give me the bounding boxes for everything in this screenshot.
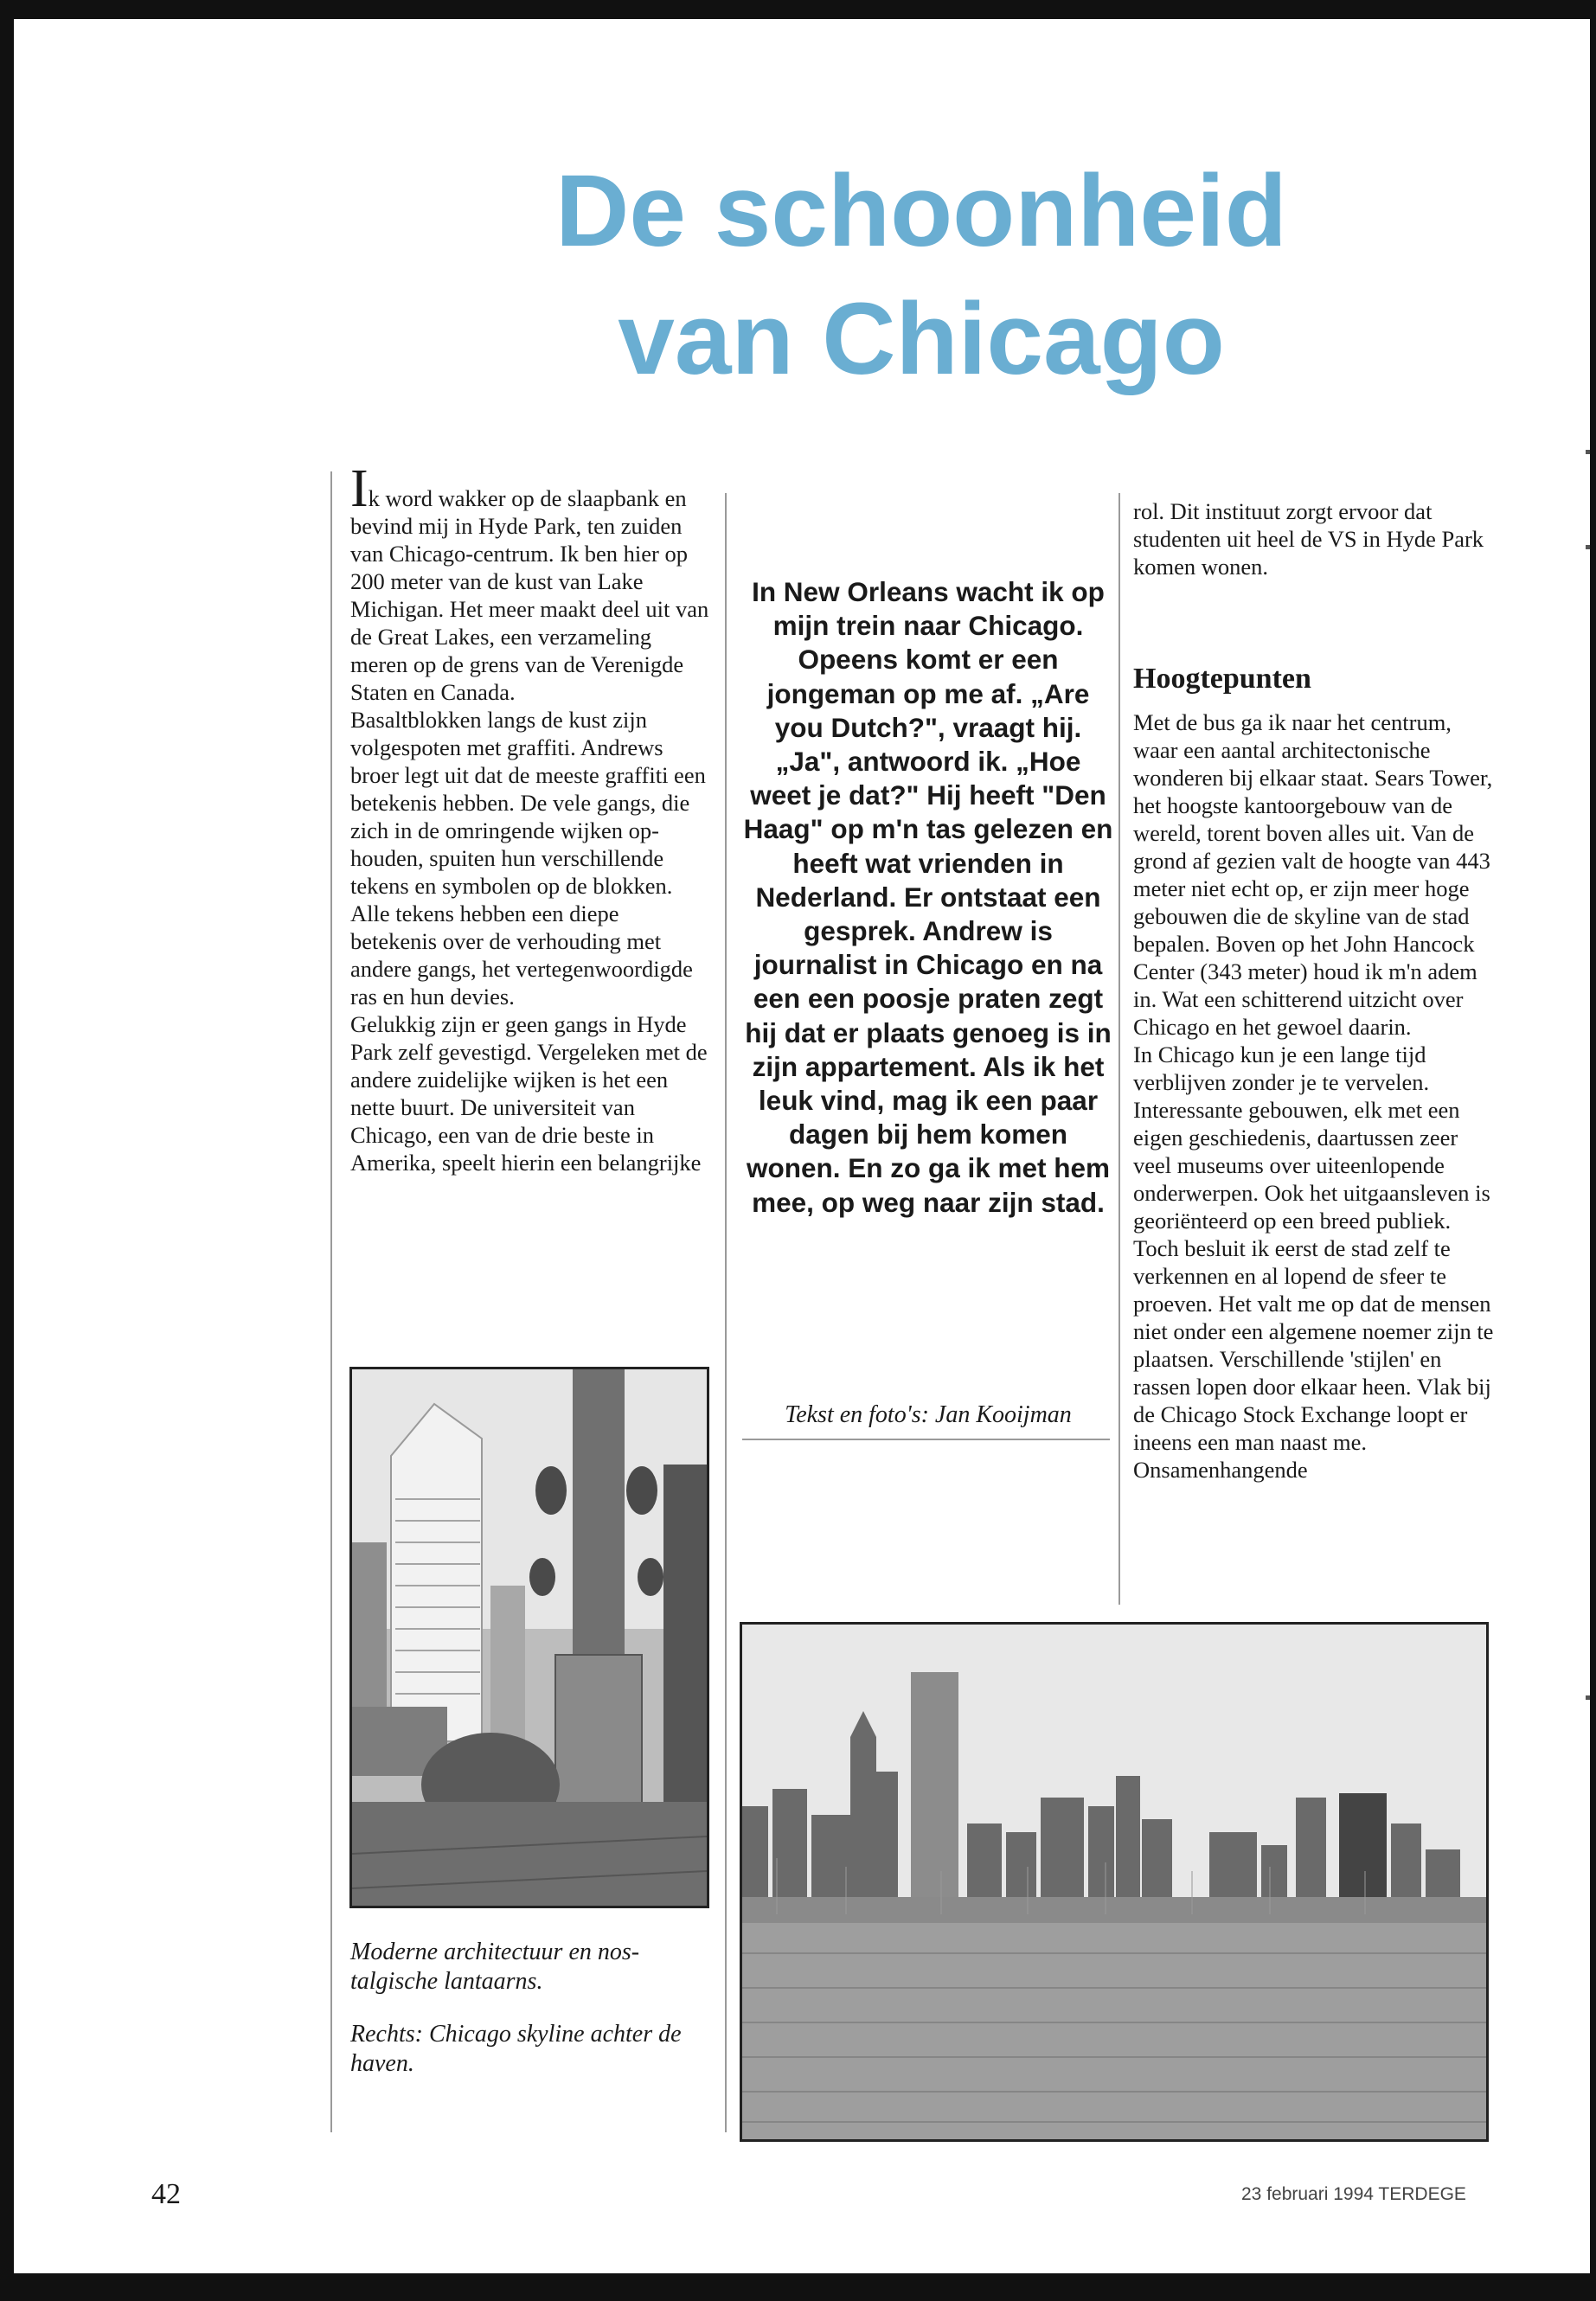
photo-architecture-illustration <box>352 1369 707 1906</box>
col1-paragraph-1-text: k word wakker op de slaapbank en bevind mij in Hyde Park, ten zuiden van Chicago-centrum. Ik ben hier op 200 meter van de kust van Lake Michigan. Het meer maakt deel uit van de Great Lakes, een verzameling meren op de grens van de Verenigde Staten en Canada. <box>350 485 709 705</box>
caption-skyline: Rechts: Chicago skyline achter de haven. <box>350 2021 682 2077</box>
col1-paragraph-3: Gelukkig zijn er geen gangs in Hyde Park zelf gevestigd. Vergeleken met de andere zuidelijke wijken is het een nette buurt. De universiteit van Chicago, een van de drie beste in Amerika, speelt hierin een belangrijke <box>350 1011 708 1176</box>
scan-mark <box>1586 545 1590 549</box>
scan-border-top <box>0 0 1596 19</box>
col1-paragraph-2: Basaltblokken langs de kust zijn volgespoten met graffiti. Andrews broer legt uit dat de meeste graffiti een betekenis hebben. De vele gangs, die zich in de omringende wijken ophouden, spuiten hun verschillende tekens en symbolen op de blokken. Alle tekens hebben een diepe betekenis over de verhouding met andere gangs, het vertegenwoordigde ras en hun devies. <box>350 707 706 1009</box>
column-rule-left <box>330 471 332 2132</box>
article-title <box>484 147 1358 403</box>
subheading-hoogtepunten: Hoogtepunten <box>1133 663 1311 695</box>
photo-skyline-illustration <box>742 1625 1486 2139</box>
col3-paragraph-1: rol. Dit instituut zorgt ervoor dat studenten uit heel de VS in Hyde Park komen wonen. <box>1133 498 1484 580</box>
column-rule-middle <box>725 493 727 2132</box>
col3-paragraph-2: Met de bus ga ik naar het centrum, waar een aantal architectonische wonderen bij elkaar staat. Sears Tower, het hoogste kantoorgebouw van de wereld, torent boven alles uit. Van de grond af gezien valt de hoogte van 443 meter niet echt op, er zijn meer hoge gebouwen die de skyline van de stad bepalen. Boven op het John Hancock Center (343 meter) houd ik m'n adem in. Wat een schitterend uitzicht over Chicago en het gewoel daarin. <box>1133 709 1493 1040</box>
issue-date: 23 februari 1994 TERDEGE <box>1241 2184 1466 2204</box>
scan-border-left <box>0 0 14 2301</box>
title-line-2: van Chicago <box>618 282 1225 396</box>
col1-paragraph-1 <box>350 459 709 706</box>
col3-paragraph-4: Toch besluit ik eerst de stad zelf te verkennen en al lopend de sfeer te proeven. Het valt me op dat de mensen niet onder een algemene noemer zijn te plaatsen. Verschillende 'stijlen' en rassen lopen door elkaar heen. Vlak bij de Chicago Stock Exchange loopt er ineens een man naast me. Onsamenhangende <box>1133 1235 1494 1483</box>
caption-architecture: Moderne architectuur en nostalgische lantaarns. <box>350 1939 640 1995</box>
drop-cap: I <box>350 459 369 518</box>
column-rule-right <box>1118 493 1120 1605</box>
page-number: 42 <box>151 2178 181 2210</box>
photo-text-credit: Tekst en foto's: Jan Kooijman <box>785 1401 1072 1428</box>
photo-architecture-lanterns <box>349 1367 709 1908</box>
title-line-1: De schoonheid <box>555 154 1287 268</box>
column-3 <box>1133 662 1497 1484</box>
col3-paragraph-3: In Chicago kun je een lange tijd verblijven zonder je te vervelen. Interessante gebouwen, elk met een eigen geschiedenis, daartussen zeer veel museums over uiteenlopende onderwerpen. Ook het uitgaansleven is georiënteerd op een breed publiek. <box>1133 1042 1490 1234</box>
column-1 <box>350 459 709 1176</box>
pull-quote: In New Orleans wacht ik op mijn trein naar Chicago. Opeens komt er een jongeman op me af. „Are you Dutch?", vraagt hij. „Ja", antwoord ik. „Hoe weet je dat?" Hij heeft "Den Haag" op m'n tas gelezen en heeft wat vrienden in Nederland. Er ontstaat een gesprek. Andrew is journalist in Chicago en na een een poosje praten zegt hij dat er plaats genoeg is in zijn appartement. Als ik het leuk vind, mag ik een paar dagen bij hem komen wonen. En zo ga ik met hem mee, op weg naar zijn stad. <box>743 576 1113 1218</box>
credit-rule <box>742 1439 1110 1440</box>
scan-mark <box>1586 450 1590 454</box>
column-3-top <box>1133 497 1497 580</box>
photo-chicago-skyline <box>740 1622 1489 2142</box>
scan-border-right <box>1590 0 1596 2301</box>
scan-mark <box>1586 1695 1590 1700</box>
scan-border-bottom <box>0 2273 1596 2301</box>
